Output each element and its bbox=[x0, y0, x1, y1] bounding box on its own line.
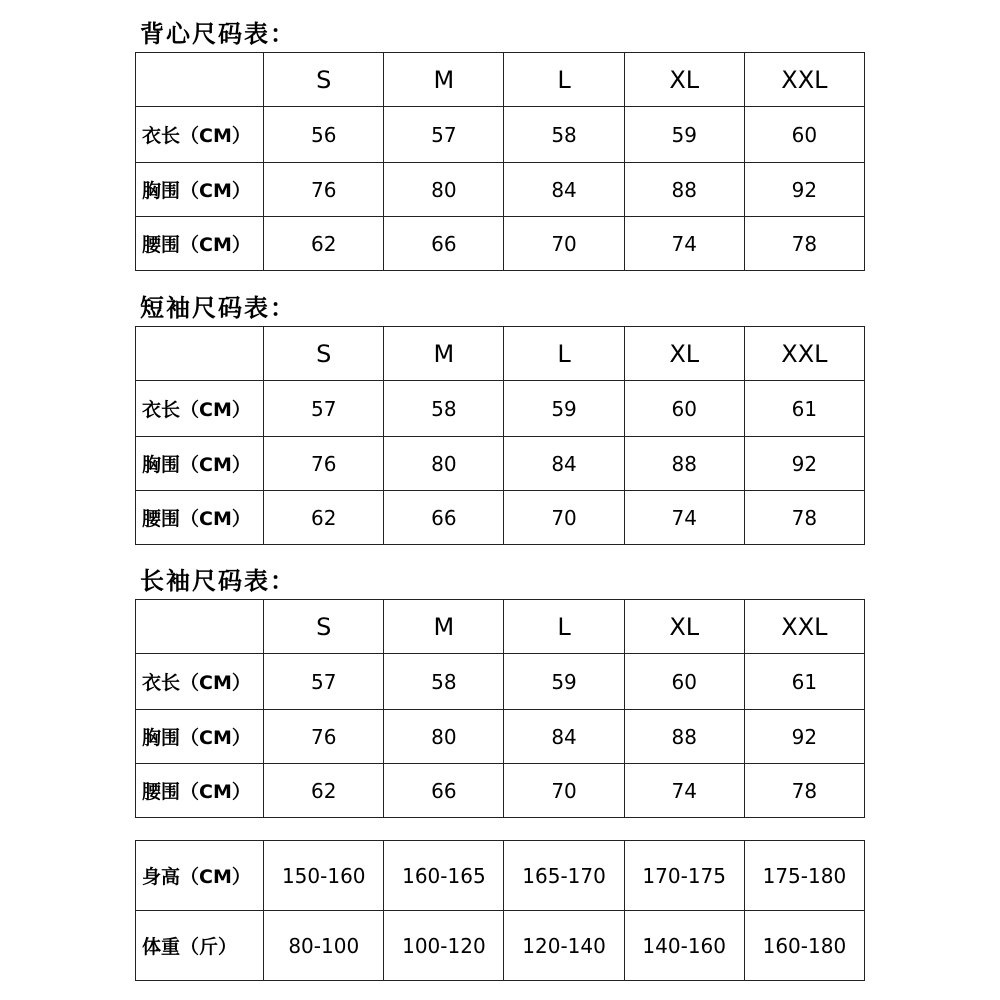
size-header-m: M bbox=[384, 600, 504, 654]
table-cell: 58 bbox=[384, 381, 504, 437]
table-row bbox=[136, 381, 865, 437]
table-cell: 76 bbox=[264, 437, 384, 491]
header-row bbox=[136, 600, 865, 654]
size-header-s: S bbox=[264, 600, 384, 654]
table-cell: 76 bbox=[264, 710, 384, 764]
table-cell: 160-165 bbox=[384, 841, 504, 911]
table-row bbox=[136, 654, 865, 710]
table-row bbox=[136, 217, 865, 271]
table-cell: 59 bbox=[504, 381, 624, 437]
table-row bbox=[136, 764, 865, 818]
table-cell: 62 bbox=[264, 217, 384, 271]
row-label-waist: 腰围（CM） bbox=[136, 764, 264, 818]
table-cell: 74 bbox=[624, 491, 744, 545]
table-cell: 120-140 bbox=[504, 911, 624, 981]
table-cell: 58 bbox=[504, 107, 624, 163]
table-cell: 70 bbox=[504, 764, 624, 818]
table-cell: 80-100 bbox=[264, 911, 384, 981]
table-cell: 140-160 bbox=[624, 911, 744, 981]
table-cell: 175-180 bbox=[744, 841, 864, 911]
short-sleeve-table-title: 短袖尺码表： bbox=[140, 294, 296, 322]
table-cell: 170-175 bbox=[624, 841, 744, 911]
table-cell: 80 bbox=[384, 710, 504, 764]
table-cell: 78 bbox=[744, 217, 864, 271]
row-label-chest: 胸围（CM） bbox=[136, 163, 264, 217]
table-cell: 84 bbox=[504, 710, 624, 764]
table-row bbox=[136, 107, 865, 163]
row-label-chest: 胸围（CM） bbox=[136, 710, 264, 764]
table-cell: 70 bbox=[504, 217, 624, 271]
long-sleeve-table-title: 长袖尺码表： bbox=[140, 567, 296, 595]
size-header-xxl: XXL bbox=[744, 53, 864, 107]
size-header-s: S bbox=[264, 327, 384, 381]
table-cell: 61 bbox=[744, 654, 864, 710]
row-label-length: 衣长（CM） bbox=[136, 107, 264, 163]
size-header-xxl: XXL bbox=[744, 327, 864, 381]
size-header-l: L bbox=[504, 53, 624, 107]
table-cell: 60 bbox=[624, 381, 744, 437]
table-cell: 150-160 bbox=[264, 841, 384, 911]
table-cell: 60 bbox=[744, 107, 864, 163]
row-label-waist: 腰围（CM） bbox=[136, 217, 264, 271]
size-header-m: M bbox=[384, 327, 504, 381]
table-cell: 58 bbox=[384, 654, 504, 710]
size-header-xl: XL bbox=[624, 53, 744, 107]
table-cell: 80 bbox=[384, 163, 504, 217]
table-row bbox=[136, 911, 865, 981]
table-cell: 57 bbox=[384, 107, 504, 163]
table-cell: 66 bbox=[384, 764, 504, 818]
corner-cell bbox=[136, 327, 264, 381]
table-cell: 61 bbox=[744, 381, 864, 437]
header-row bbox=[136, 53, 865, 107]
row-label-chest: 胸围（CM） bbox=[136, 437, 264, 491]
table-cell: 92 bbox=[744, 437, 864, 491]
short-sleeve-size-table bbox=[135, 326, 865, 545]
table-row bbox=[136, 163, 865, 217]
table-cell: 74 bbox=[624, 217, 744, 271]
height-weight-table bbox=[135, 840, 865, 981]
size-header-xxl: XXL bbox=[744, 600, 864, 654]
table-cell: 60 bbox=[624, 654, 744, 710]
table-cell: 74 bbox=[624, 764, 744, 818]
table-cell: 57 bbox=[264, 654, 384, 710]
table-cell: 66 bbox=[384, 217, 504, 271]
table-cell: 88 bbox=[624, 710, 744, 764]
table-cell: 160-180 bbox=[744, 911, 864, 981]
table-cell: 92 bbox=[744, 710, 864, 764]
vest-table-title: 背心尺码表： bbox=[140, 20, 296, 48]
table-cell: 88 bbox=[624, 163, 744, 217]
table-cell: 78 bbox=[744, 764, 864, 818]
table-cell: 92 bbox=[744, 163, 864, 217]
header-row bbox=[136, 327, 865, 381]
table-cell: 59 bbox=[624, 107, 744, 163]
table-cell: 70 bbox=[504, 491, 624, 545]
corner-cell bbox=[136, 53, 264, 107]
table-cell: 66 bbox=[384, 491, 504, 545]
table-cell: 62 bbox=[264, 491, 384, 545]
table-cell: 100-120 bbox=[384, 911, 504, 981]
vest-size-table bbox=[135, 52, 865, 271]
table-cell: 59 bbox=[504, 654, 624, 710]
row-label-length: 衣长（CM） bbox=[136, 381, 264, 437]
size-header-m: M bbox=[384, 53, 504, 107]
table-row bbox=[136, 841, 865, 911]
row-label-length: 衣长（CM） bbox=[136, 654, 264, 710]
table-cell: 62 bbox=[264, 764, 384, 818]
table-row bbox=[136, 491, 865, 545]
size-header-s: S bbox=[264, 53, 384, 107]
table-row bbox=[136, 710, 865, 764]
corner-cell bbox=[136, 600, 264, 654]
row-label-height: 身高（CM） bbox=[136, 841, 264, 911]
table-cell: 78 bbox=[744, 491, 864, 545]
table-cell: 84 bbox=[504, 437, 624, 491]
table-cell: 57 bbox=[264, 381, 384, 437]
table-cell: 76 bbox=[264, 163, 384, 217]
long-sleeve-size-table bbox=[135, 599, 865, 818]
row-label-waist: 腰围（CM） bbox=[136, 491, 264, 545]
table-cell: 165-170 bbox=[504, 841, 624, 911]
table-cell: 88 bbox=[624, 437, 744, 491]
table-cell: 56 bbox=[264, 107, 384, 163]
table-cell: 84 bbox=[504, 163, 624, 217]
size-header-l: L bbox=[504, 600, 624, 654]
table-row bbox=[136, 437, 865, 491]
row-label-weight: 体重（斤） bbox=[136, 911, 264, 981]
size-header-xl: XL bbox=[624, 327, 744, 381]
table-cell: 80 bbox=[384, 437, 504, 491]
size-header-xl: XL bbox=[624, 600, 744, 654]
size-header-l: L bbox=[504, 327, 624, 381]
